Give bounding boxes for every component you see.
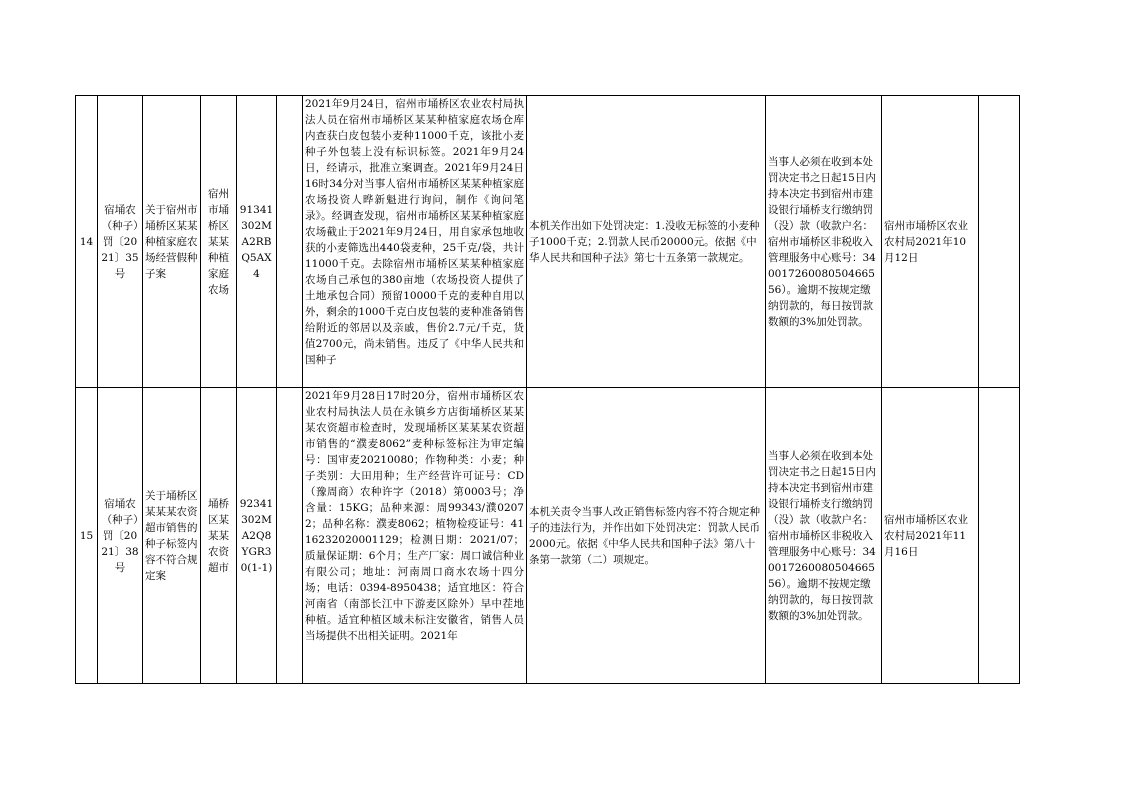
document-number: 宿埇农（种子）罚〔2021〕38号 (98, 388, 143, 684)
case-facts: 2021年9月28日17时20分，宿州市埇桥区农业农村局执法人员在永镇乡方店街埇桥区某某某农资超市检查时，发现埇桥区某某某农资超市销售的“濮麦8062”麦种标签标注为审定编号：国审麦20210080；作物种类：小麦；种子类别：大田用种；生产经营许可证号：CD（豫周商）农种许字（2018）第0003号；净含量：15KG；品种来源：周99343/濮02072；品种名称：濮麦8062；植物检疫证号：4116232020001129；检测日期：2021/07；质量保证期：6个月；生产厂家：周口诚信种业有限公司；地址：河南周口商水农场十四分场；电话：0394-8950438；适宜地区：符合河南省（南部长江中下游麦区除外）早中茬地种植。适宜种植区域未标注安徽省，销售人员当场提供不出相关证明。2021年 (305, 390, 524, 642)
party-name: 宿州市埇桥区某某种植家庭农场 (201, 96, 237, 388)
case-name: 关于埇桥区某某某农资超市销售的种子标签内容不符合规定案 (143, 388, 201, 684)
penalty-decision: 本机关作出如下处罚决定：1.没收无标签的小麦种子1000千克；2.罚款人民币20000元。依据《中华人民共和国种子法》第七十五条第一款规定。 (527, 96, 766, 388)
case-name: 关于宿州市埇桥区某某种植家庭农场经营假种子案 (143, 96, 201, 388)
empty-cell (979, 388, 1020, 684)
case-facts: 2021年9月24日，宿州市埇桥区农业农村局执法人员在宿州市埇桥区某某种植家庭农场仓库内查获白皮包装小麦种11000千克，该批小麦种子外包装上没有标识标签。2021年9月24日，经请示，批准立案调查。2021年9月24日16时34分对当事人宿州市埇桥区某某种植家庭农场投资人晔新魁进行询问，制作《询问笔录》。经调查发现，宿州市埇桥区某某种植家庭农场截止于2021年9月24日，用自家承包地收获的小麦筛选出440袋麦种，25千克/袋，共计11000千克。去除宿州市埇桥区某某种植家庭农场自己承包的380亩地（农场投资人提供了土地承包合同）预留10000千克的麦种自用以外，剩余的1000千克白皮包装的麦种准备销售给附近的邻居以及亲戚，售价2.7元/千克，货值2700元，尚未销售。违反了《中华人民共和国种子 (305, 98, 524, 366)
table-row (76, 388, 1020, 684)
table-row (76, 96, 1020, 388)
authority-date: 宿州市埇桥区农业农村局2021年10月12日 (882, 96, 979, 388)
row-index: 14 (76, 96, 98, 388)
credit-code: 91341302MA2RBQ5AX4 (237, 96, 277, 388)
empty-cell (979, 96, 1020, 388)
empty-cell (277, 96, 303, 388)
penalty-decision: 本机关责令当事人改正销售标签内容不符合规定种子的违法行为，并作出如下处罚决定：罚款人民币2000元。依据《中华人民共和国种子法》第八十条第一款第（二）项规定。 (527, 388, 766, 684)
authority-date: 宿州市埇桥区农业农村局2021年11月16日 (882, 388, 979, 684)
row-index: 15 (76, 388, 98, 684)
case-facts-cell (303, 96, 527, 388)
penalty-table (75, 95, 1020, 684)
payment-notice: 当事人必须在收到本处罚决定书之日起15日内持本决定书到宿州市建设银行埇桥支行缴纳罚（没）款（收款户名：宿州市埇桥区非税收入管理服务中心账号：34001726008050466556）。逾期不按规定缴纳罚款的，每日按罚款数额的3%加处罚款。 (766, 96, 882, 388)
payment-notice: 当事人必须在收到本处罚决定书之日起15日内持本决定书到宿州市建设银行埇桥支行缴纳罚（没）款（收款户名：宿州市埇桥区非税收入管理服务中心账号：34001726008050466556）。逾期不按规定缴纳罚款的，每日按罚款数额的3%加处罚款。 (766, 388, 882, 684)
empty-cell (277, 388, 303, 684)
party-name: 埇桥区某某某农资超市 (201, 388, 237, 684)
document-number: 宿埇农（种子）罚〔2021〕35号 (98, 96, 143, 388)
case-facts-cell (303, 388, 527, 684)
credit-code: 92341302MA2Q8YGR30(1-1) (237, 388, 277, 684)
